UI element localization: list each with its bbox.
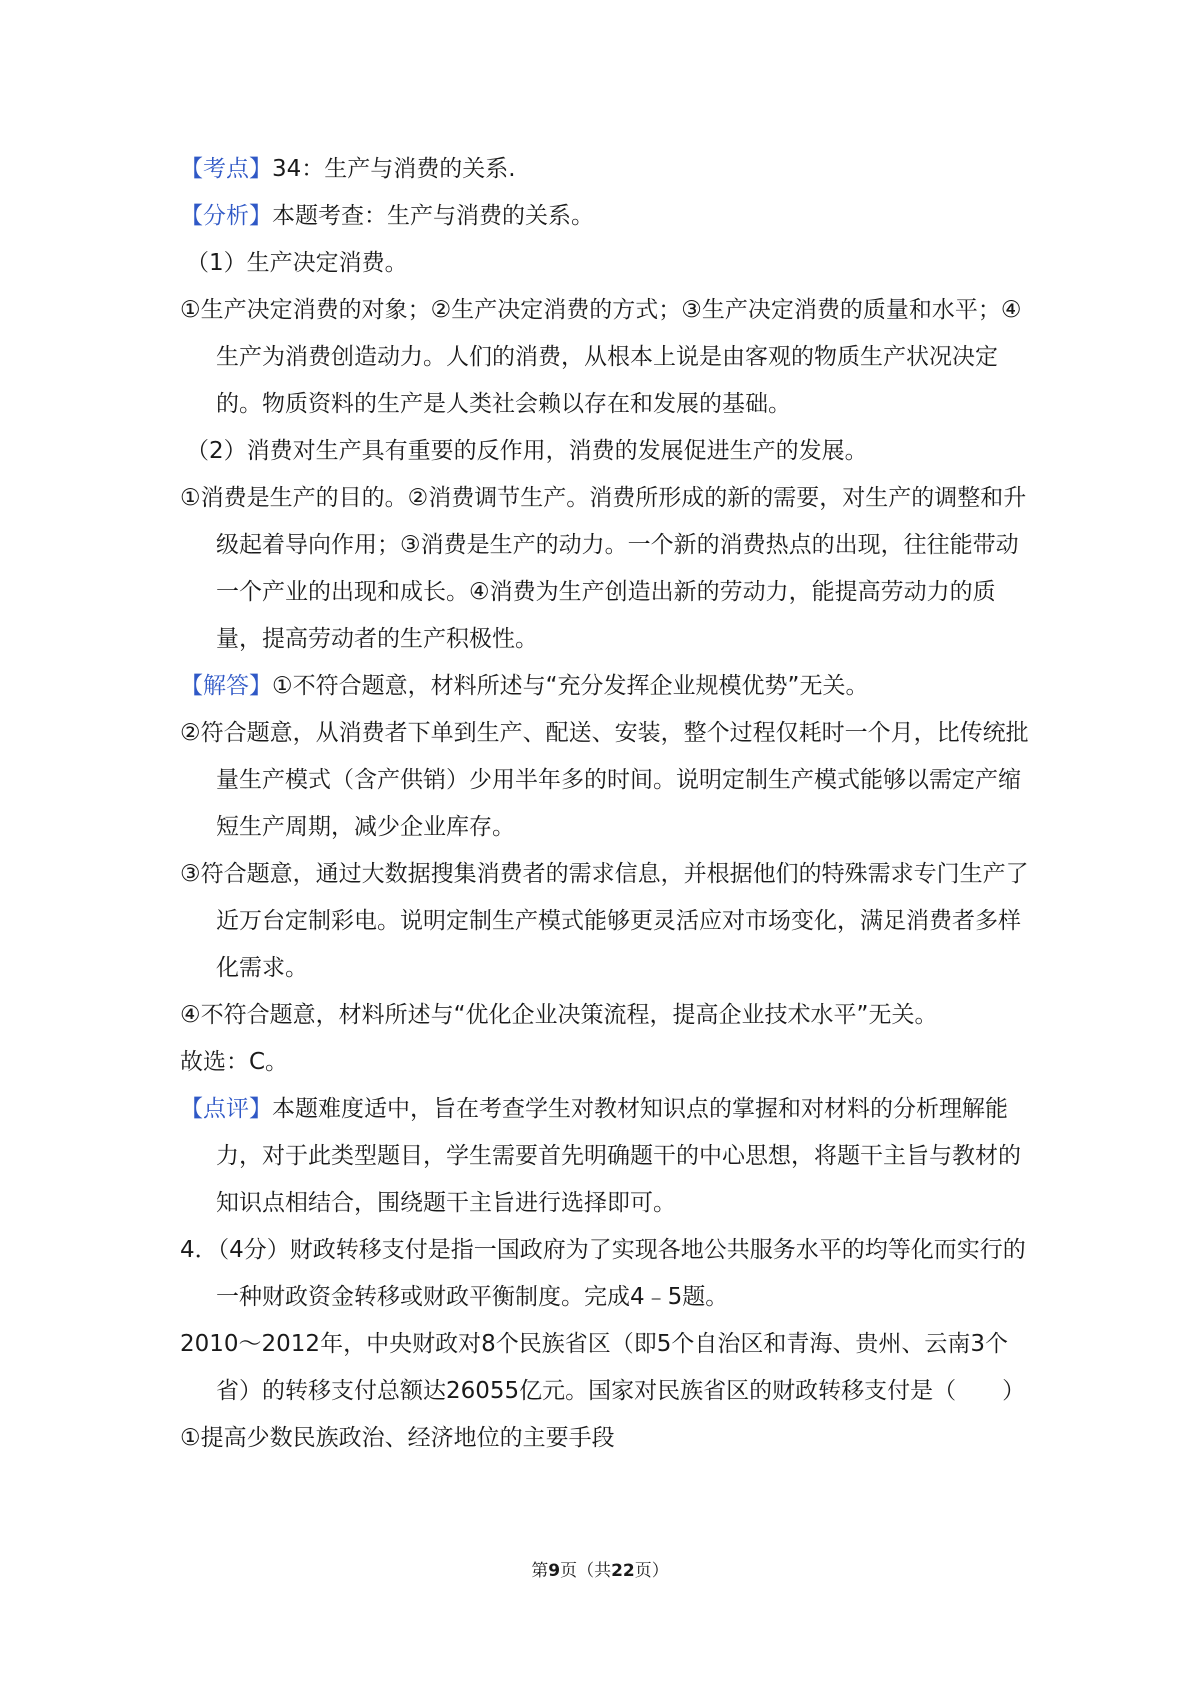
answer-point: ④不符合题意，材料所述与“优化企业决策流程，提高企业技术水平”无关。: [180, 1002, 938, 1028]
footer-middle: 页（共: [560, 1561, 612, 1581]
kaodian-tag: 【考点】: [180, 156, 272, 182]
analysis-point: （2）消费对生产具有重要的反作用，消费的发展促进生产的发展。: [186, 438, 868, 464]
analysis-point: ①生产决定消费的对象；②生产决定消费的方式；③生产决定消费的质量和水平；④生产为消费创造动力。人们的消费，从根本上说是由客观的物质生产状况决定的。物质资料的生产是人类社会赖以存在和发展的基础。: [180, 297, 1022, 417]
jieda-text: ①不符合题意，材料所述与“充分发挥企业规模优势”无关。: [272, 673, 869, 699]
analysis-point: ①消费是生产的目的。②消费调节生产。消费所形成的新的需要，对生产的调整和升级起着导向作用；③消费是生产的动力。一个新的消费热点的出现，往往能带动一个产业的出现和成长。④消费为生产创造出新的劳动力，能提高劳动力的质量，提高劳动者的生产积极性。: [180, 485, 1027, 652]
dianping-tag: 【点评】: [180, 1096, 272, 1122]
dianping-line: [180, 1086, 1040, 1227]
kaodian-line: [180, 146, 1040, 193]
page-footer: [0, 1556, 1200, 1581]
answer-point: ③符合题意，通过大数据搜集消费者的需求信息，并根据他们的特殊需求专门生产了近万台定制彩电。说明定制生产模式能够更灵活应对市场变化，满足消费者多样化需求。: [180, 861, 1029, 981]
jieda-tag: 【解答】: [180, 673, 272, 699]
fenxi-line: [180, 193, 1040, 240]
question-4-option: ①提高少数民族政治、经济地位的主要手段: [180, 1425, 615, 1451]
kaodian-text: 34：生产与消费的关系.: [272, 156, 516, 182]
jieda-line: [180, 663, 1040, 710]
answer-choice: 故选：C。: [180, 1049, 289, 1075]
analysis-point: （1）生产决定消费。: [186, 250, 408, 276]
question-4-stem: 2010～2012年，中央财政对8个民族省区（即5个自治区和青海、贵州、云南3个省）的转移支付总额达26055亿元。国家对民族省区的财政转移支付是（ ）: [180, 1331, 1026, 1404]
question-4-intro: 4．（4分）财政转移支付是指一国政府为了实现各地公共服务水平的均等化而实行的一种财政资金转移或财政平衡制度。完成4﹣5题。: [180, 1237, 1026, 1310]
footer-suffix: 页）: [634, 1561, 669, 1581]
footer-prefix: 第: [531, 1561, 549, 1581]
answer-point: ②符合题意，从消费者下单到生产、配送、安装，整个过程仅耗时一个月，比传统批量生产模式（含产供销）少用半年多的时间。说明定制生产模式能够以需定产缩短生产周期，减少企业库存。: [180, 720, 1029, 840]
fenxi-tag: 【分析】: [180, 203, 272, 229]
dianping-text: 本题难度适中，旨在考查学生对教材知识点的掌握和对材料的分析理解能力，对于此类型题目，学生需要首先明确题干的中心思想，将题干主旨与教材的知识点相结合，围绕题干主旨进行选择即可。: [216, 1096, 1021, 1216]
fenxi-text: 本题考查：生产与消费的关系。: [272, 203, 594, 229]
page-number: 9: [548, 1561, 561, 1581]
total-pages: 22: [611, 1561, 635, 1581]
document-body: [180, 146, 1040, 1462]
